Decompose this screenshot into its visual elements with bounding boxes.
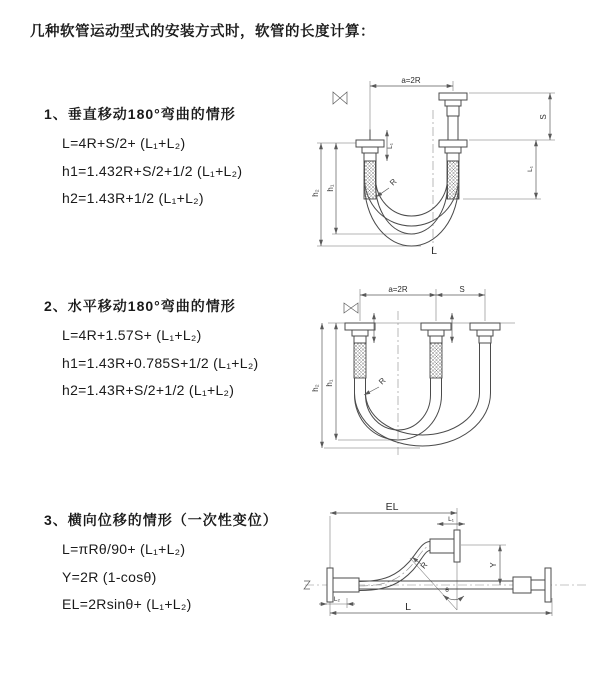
dimension-label: L₂ — [333, 596, 341, 603]
hose-u-bend — [355, 343, 491, 446]
dimension-label: L₁ — [387, 143, 394, 149]
technical-drawing-vertical-bend — [303, 68, 583, 258]
braided-hose-section — [447, 161, 459, 199]
page-title: 几种软管运动型式的安装方式时，软管的长度计算： — [30, 24, 375, 40]
dimension-l1 — [437, 516, 465, 524]
dimension-a-2r — [360, 285, 436, 295]
right-pipe-fitting-upper — [439, 93, 467, 140]
right-lower-flange-fitting — [513, 568, 551, 602]
technical-drawing-horizontal-bend — [300, 283, 590, 463]
dimension-h2 — [311, 143, 321, 246]
dimension-a-2r — [370, 76, 453, 86]
technical-drawing-lateral-displacement — [300, 500, 595, 660]
left-flange-fitting — [327, 568, 359, 602]
left-pipe-fitting — [356, 130, 384, 199]
length-label: L — [405, 601, 411, 613]
extension-lines — [324, 289, 515, 448]
braided-hose-section — [354, 343, 366, 378]
dimension-y — [489, 545, 500, 585]
formula-line: h2=1.43R+1/2 (L₁+L₂) — [62, 190, 204, 206]
formula-line: L=4R+S/2+ (L₁+L₂) — [62, 135, 186, 151]
radius-letter: R — [418, 560, 430, 571]
dimension-label: h₁ — [325, 379, 334, 387]
dimension-label: h₂ — [311, 384, 320, 392]
dimension-s — [539, 93, 550, 140]
dimension-l — [330, 601, 552, 613]
formula-line: h2=1.43R+S/2+1/2 (L₁+L₂) — [62, 382, 235, 398]
dimension-s — [436, 285, 485, 295]
formula-line: L=πRθ/90+ (L₁+L₂) — [62, 541, 186, 557]
dimension-l1-left — [387, 130, 394, 161]
section-heading: 3、横向位移的情形（一次性变位） — [44, 512, 278, 528]
valve-icon — [333, 92, 347, 104]
braided-hose-section — [364, 161, 376, 199]
section-heading: 2、水平移动180°弯曲的情形 — [44, 298, 236, 314]
formula-list — [44, 322, 259, 405]
dimension-label: Y — [489, 562, 498, 568]
upper-flange-fitting — [430, 530, 460, 562]
radius-label — [364, 376, 388, 395]
formula-line: h1=1.43R+0.785S+1/2 (L₁+L₂) — [62, 354, 259, 371]
valve-icon — [344, 303, 358, 313]
section-heading: 1、垂直移动180°弯曲的情形 — [44, 106, 236, 122]
dimension-label: h₁ — [326, 184, 335, 192]
section-horizontal-movement — [44, 296, 259, 405]
dimension-label: L₁ — [527, 166, 534, 172]
dimension-label: S — [539, 114, 548, 120]
radius-label — [376, 177, 399, 197]
formula-line: EL=2Rsinθ+ (L₁+L₂) — [62, 596, 192, 612]
formula-list — [44, 130, 242, 213]
right-pipe-fitting-moved — [470, 323, 500, 343]
section-lateral-displacement — [44, 510, 278, 619]
dimension-label: a=2R — [401, 76, 421, 85]
dimension-h1 — [325, 323, 336, 440]
middle-pipe-fitting — [421, 323, 451, 378]
length-label: L — [431, 245, 437, 257]
dimension-h1 — [326, 143, 336, 234]
dimension-label: a=2R — [388, 285, 408, 294]
section-vertical-movement — [44, 104, 242, 213]
theta-label: θ — [445, 587, 449, 594]
formula-list — [44, 536, 278, 619]
diagram-vertical-bend — [303, 68, 583, 263]
dimension-label: L₁ — [448, 516, 454, 523]
formula-line: Y=2R (1-cosθ) — [62, 568, 157, 585]
dimension-h2 — [311, 323, 322, 448]
dimension-l1-right — [527, 140, 536, 199]
braided-hose-section — [430, 343, 442, 378]
dimension-label: h₂ — [311, 189, 320, 197]
dimension-el — [330, 501, 457, 513]
dimension-label: S — [459, 285, 465, 294]
radius-letter: R — [377, 376, 388, 387]
left-pipe-fitting — [345, 323, 375, 378]
formula-line: h1=1.432R+S/2+1/2 (L₁+L₂) — [62, 162, 243, 179]
formula-line: L=4R+1.57S+ (L₁+L₂) — [62, 327, 202, 343]
hose-u-bend — [365, 146, 459, 246]
dimension-label: EL — [385, 501, 399, 513]
right-pipe-fitting-lower — [439, 140, 467, 199]
diagram-lateral-displacement — [300, 500, 595, 665]
dimension-l2 — [319, 596, 355, 608]
diagram-horizontal-bend — [300, 283, 590, 468]
radius-letter: R — [388, 177, 399, 188]
